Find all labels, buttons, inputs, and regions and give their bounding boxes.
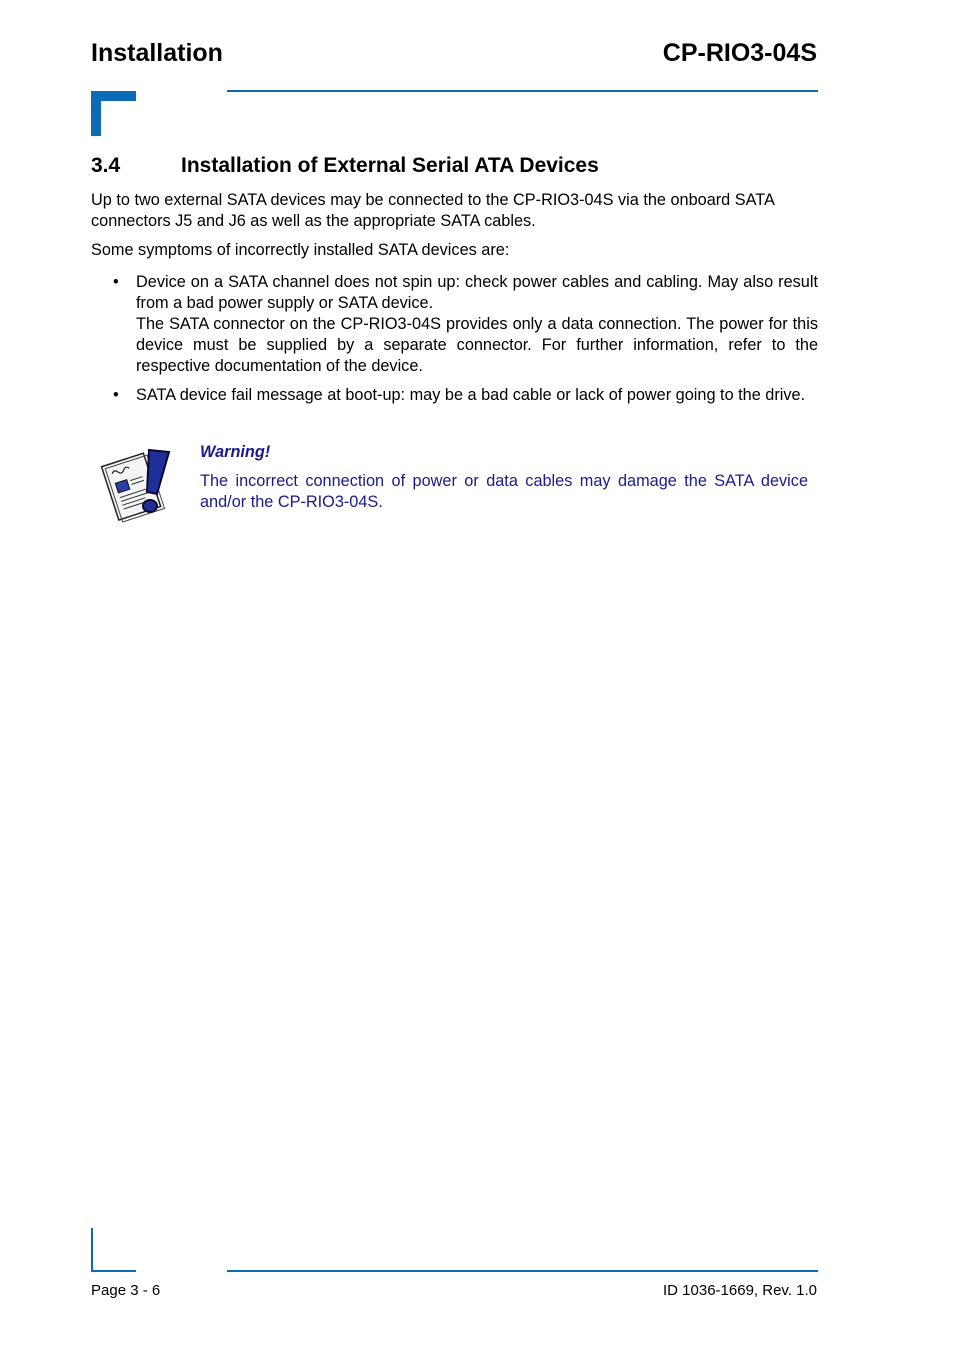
chapter-title: Installation [91, 39, 223, 67]
header-rule [227, 90, 818, 92]
list-item-note: The SATA connector on the CP-RIO3-04S provides only a data connection. The power for this device must be supplied by a separate connector. For further information, refer to the respective documentation of the device. [136, 315, 818, 375]
section-number: 3.4 [91, 154, 121, 177]
bullet-glyph: • [113, 273, 119, 291]
product-name: CP-RIO3-04S [662, 39, 817, 67]
footer-corner-mark [91, 1228, 93, 1272]
page-number: Page 3 - 6 [91, 1282, 161, 1299]
section-heading [91, 153, 599, 179]
list-item-text: Device on a SATA channel does not spin up: check power cables and cabling. May also result from a bad power supply or SATA device. [136, 273, 818, 312]
section-title: Installation of External Serial ATA Devices [181, 154, 599, 177]
warning-title: Warning! [200, 443, 271, 461]
warning-text: The incorrect connection of power or data cables may damage the SATA device and/or the CP-RIO3-04S. [200, 472, 808, 511]
bullet-glyph: • [113, 386, 119, 404]
list-item [91, 272, 818, 377]
list-item [91, 385, 818, 406]
paragraph-intro: Up to two external SATA devices may be connected to the CP-RIO3-04S via the onboard SATA connectors J5 and J6 as well as the appropriate SATA cables. [91, 191, 774, 230]
document-id: ID 1036-1669, Rev. 1.0 [663, 1282, 817, 1299]
footer-corner-mark-horizontal [91, 1270, 136, 1272]
header-corner-mark-vertical [91, 91, 101, 136]
list-item-text: SATA device fail message at boot-up: may be a bad cable or lack of power going to the drive. [136, 386, 806, 404]
footer-rule [227, 1270, 818, 1272]
warning-document-icon [97, 444, 177, 524]
paragraph-symptoms: Some symptoms of incorrectly installed SATA devices are: [91, 241, 510, 259]
symptom-list [91, 272, 818, 414]
